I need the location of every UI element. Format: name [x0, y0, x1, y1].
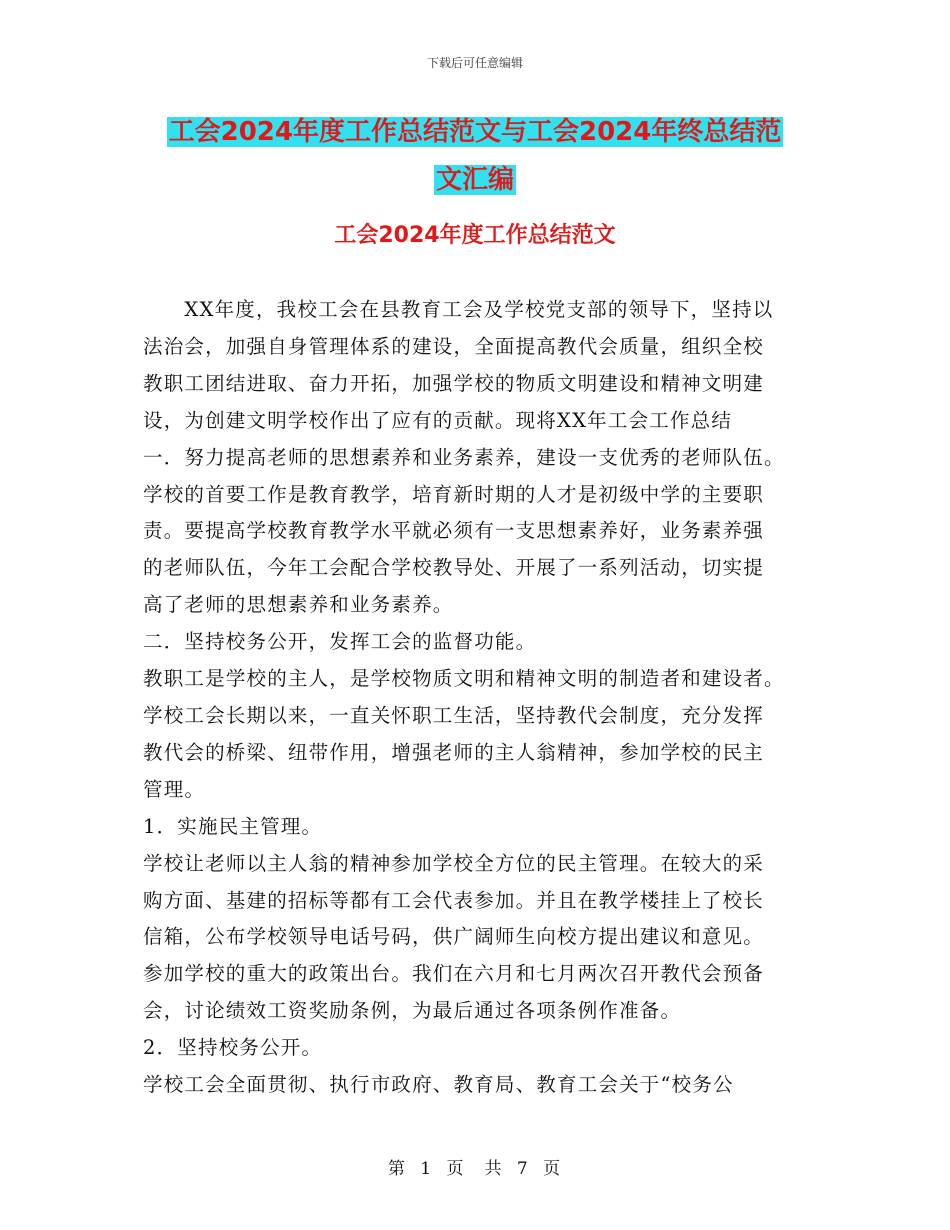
- body-line: 教职工团结进取、奋力开拓，加强学校的物质文明建设和精神文明建: [143, 371, 765, 395]
- page-label: 第: [387, 1159, 407, 1179]
- title-line-1: 工会2024年度工作总结范文与工会2024年终总结范: [168, 117, 782, 147]
- header-note: 下载后可任意编辑: [426, 56, 523, 70]
- page-footer: [0, 1154, 950, 1179]
- body-line: 1．实施民主管理。: [143, 814, 323, 838]
- page-suffix: 页: [543, 1159, 563, 1179]
- body-line: 购方面、基建的招标等都有工会代表参加。并且在教学楼挂上了校长: [143, 888, 765, 912]
- body-line: 教职工是学校的主人，是学校物质文明和精神文明的制造者和建设者。: [143, 667, 785, 691]
- body-line: 一．努力提高老师的思想素养和业务素养，建设一支优秀的老师队伍。: [143, 445, 785, 469]
- body-line: 学校让老师以主人翁的精神参加学校全方位的民主管理。在较大的采: [143, 851, 765, 875]
- body-line: XX年度，我校工会在县教育工会及学校党支部的领导下，坚持以: [143, 298, 774, 321]
- body-line: 二．坚持校务公开，发挥工会的监督功能。: [143, 630, 537, 654]
- body-line: 参加学校的重大的政策出台。我们在六月和七月两次召开教代会预备: [143, 962, 765, 986]
- body-line: 学校工会全面贯彻、执行市政府、教育局、教育工会关于“校务公: [143, 1073, 734, 1097]
- body-line: 2．坚持校务公开。: [143, 1036, 323, 1060]
- title-line-2: 文汇编: [435, 165, 514, 195]
- body-line: 学校工会长期以来，一直关怀职工生活，坚持教代会制度，充分发挥: [143, 703, 765, 727]
- page-total: 7: [516, 1159, 530, 1179]
- body-line: 信箱，公布学校领导电话号码，供广阔师生向校方提出建议和意见。: [143, 925, 765, 949]
- body-line: 管理。: [143, 777, 206, 801]
- body-line: 会，讨论绩效工资奖励条例，为最后通过各项条例作准备。: [143, 999, 682, 1023]
- body-line: 高了老师的思想素养和业务素养。: [143, 593, 454, 617]
- body-line: 教代会的桥梁、纽带作用，增强老师的主人翁精神，参加学校的民主: [143, 740, 765, 764]
- page-mid: 页 共: [446, 1159, 504, 1179]
- section-title: 工会2024年度工作总结范文: [334, 223, 616, 248]
- body-line: 学校的首要工作是教育教学，培育新时期的人才是初级中学的主要职: [143, 482, 765, 506]
- body-line: 法治会，加强自身管理体系的建设，全面提高教代会质量，组织全校: [143, 334, 765, 358]
- body-line: 的老师队伍，今年工会配合学校教导处、开展了一系列活动，切实提: [143, 556, 765, 580]
- body-text: [143, 292, 813, 1104]
- body-line: 设，为创建文明学校作出了应有的贡献。现将XX年工会工作总结: [143, 408, 733, 432]
- body-line: 责。要提高学校教育教学水平就必须有一支思想素养好，业务素养强: [143, 519, 765, 543]
- document-title: [0, 108, 950, 204]
- page-current: 1: [420, 1159, 434, 1179]
